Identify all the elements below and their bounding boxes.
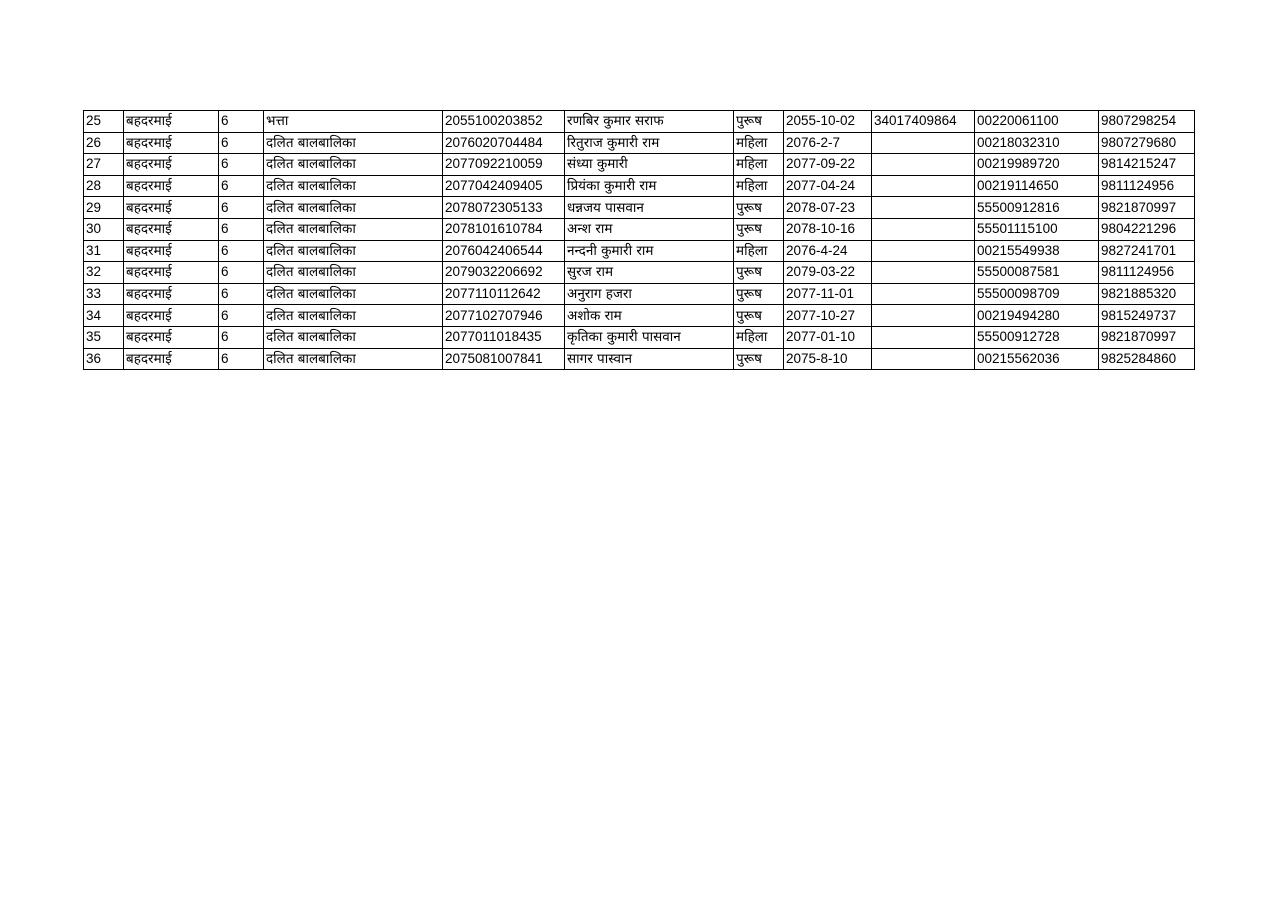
phone-cell: 9821885320 <box>1099 283 1195 305</box>
gender-cell: पुरूष <box>734 262 784 284</box>
account-number-cell: 55500098709 <box>975 283 1099 305</box>
category-cell: दलित बालबालिका <box>264 283 443 305</box>
phone-cell: 9811124956 <box>1099 175 1195 197</box>
municipality-cell: बहदरमाई <box>124 305 219 327</box>
gender-cell: पुरूष <box>734 348 784 370</box>
table-row <box>84 154 1195 176</box>
serial-cell: 25 <box>84 111 124 133</box>
table-row <box>84 132 1195 154</box>
phone-cell: 9807298254 <box>1099 111 1195 133</box>
serial-cell: 33 <box>84 283 124 305</box>
name-cell: सुरज राम <box>565 262 734 284</box>
category-cell: दलित बालबालिका <box>264 154 443 176</box>
id-number-cell: 2075081007841 <box>443 348 565 370</box>
table-row <box>84 305 1195 327</box>
municipality-cell: बहदरमाई <box>124 218 219 240</box>
extra-number-cell <box>872 154 975 176</box>
name-cell: रितुराज कुमारी राम <box>565 132 734 154</box>
phone-cell: 9814215247 <box>1099 154 1195 176</box>
ward-cell: 6 <box>219 132 264 154</box>
table-row <box>84 283 1195 305</box>
table-body <box>84 111 1195 370</box>
account-number-cell: 00218032310 <box>975 132 1099 154</box>
extra-number-cell <box>872 240 975 262</box>
extra-number-cell <box>872 305 975 327</box>
account-number-cell: 00219989720 <box>975 154 1099 176</box>
phone-cell: 9804221296 <box>1099 218 1195 240</box>
date-cell: 2078-10-16 <box>784 218 872 240</box>
account-number-cell: 00219494280 <box>975 305 1099 327</box>
table-row <box>84 326 1195 348</box>
ward-cell: 6 <box>219 283 264 305</box>
category-cell: दलित बालबालिका <box>264 218 443 240</box>
account-number-cell: 55501115100 <box>975 218 1099 240</box>
municipality-cell: बहदरमाई <box>124 175 219 197</box>
extra-number-cell <box>872 175 975 197</box>
extra-number-cell <box>872 262 975 284</box>
id-number-cell: 2055100203852 <box>443 111 565 133</box>
account-number-cell: 00219114650 <box>975 175 1099 197</box>
municipality-cell: बहदरमाई <box>124 154 219 176</box>
id-number-cell: 2078072305133 <box>443 197 565 219</box>
category-cell: दलित बालबालिका <box>264 348 443 370</box>
municipality-cell: बहदरमाई <box>124 240 219 262</box>
serial-cell: 29 <box>84 197 124 219</box>
date-cell: 2077-09-22 <box>784 154 872 176</box>
ward-cell: 6 <box>219 326 264 348</box>
ward-cell: 6 <box>219 197 264 219</box>
account-number-cell: 55500912728 <box>975 326 1099 348</box>
date-cell: 2076-4-24 <box>784 240 872 262</box>
municipality-cell: बहदरमाई <box>124 132 219 154</box>
account-number-cell: 55500087581 <box>975 262 1099 284</box>
phone-cell: 9821870997 <box>1099 326 1195 348</box>
municipality-cell: बहदरमाई <box>124 348 219 370</box>
category-cell: दलित बालबालिका <box>264 326 443 348</box>
table-row <box>84 262 1195 284</box>
records-sheet <box>83 110 1194 370</box>
serial-cell: 31 <box>84 240 124 262</box>
extra-number-cell <box>872 132 975 154</box>
serial-cell: 34 <box>84 305 124 327</box>
municipality-cell: बहदरमाई <box>124 262 219 284</box>
gender-cell: महिला <box>734 175 784 197</box>
table-row <box>84 218 1195 240</box>
gender-cell: पुरूष <box>734 197 784 219</box>
id-number-cell: 2078101610784 <box>443 218 565 240</box>
date-cell: 2077-10-27 <box>784 305 872 327</box>
gender-cell: महिला <box>734 154 784 176</box>
date-cell: 2055-10-02 <box>784 111 872 133</box>
ward-cell: 6 <box>219 154 264 176</box>
date-cell: 2075-8-10 <box>784 348 872 370</box>
name-cell: प्रियंका कुमारी राम <box>565 175 734 197</box>
ward-cell: 6 <box>219 262 264 284</box>
date-cell: 2079-03-22 <box>784 262 872 284</box>
category-cell: दलित बालबालिका <box>264 175 443 197</box>
extra-number-cell <box>872 197 975 219</box>
account-number-cell: 00220061100 <box>975 111 1099 133</box>
account-number-cell: 00215549938 <box>975 240 1099 262</box>
serial-cell: 32 <box>84 262 124 284</box>
name-cell: रणबिर कुमार सराफ <box>565 111 734 133</box>
table-row <box>84 175 1195 197</box>
name-cell: अन्श राम <box>565 218 734 240</box>
name-cell: अशोक राम <box>565 305 734 327</box>
phone-cell: 9827241701 <box>1099 240 1195 262</box>
date-cell: 2077-01-10 <box>784 326 872 348</box>
serial-cell: 28 <box>84 175 124 197</box>
date-cell: 2076-2-7 <box>784 132 872 154</box>
date-cell: 2077-04-24 <box>784 175 872 197</box>
category-cell: दलित बालबालिका <box>264 262 443 284</box>
ward-cell: 6 <box>219 305 264 327</box>
extra-number-cell <box>872 348 975 370</box>
extra-number-cell: 34017409864 <box>872 111 975 133</box>
id-number-cell: 2077042409405 <box>443 175 565 197</box>
id-number-cell: 2076020704484 <box>443 132 565 154</box>
name-cell: कृतिका कुमारी पासवान <box>565 326 734 348</box>
category-cell: दलित बालबालिका <box>264 240 443 262</box>
account-number-cell: 55500912816 <box>975 197 1099 219</box>
ward-cell: 6 <box>219 175 264 197</box>
ward-cell: 6 <box>219 111 264 133</box>
serial-cell: 36 <box>84 348 124 370</box>
date-cell: 2078-07-23 <box>784 197 872 219</box>
gender-cell: पुरूष <box>734 111 784 133</box>
phone-cell: 9815249737 <box>1099 305 1195 327</box>
municipality-cell: बहदरमाई <box>124 111 219 133</box>
extra-number-cell <box>872 283 975 305</box>
gender-cell: महिला <box>734 132 784 154</box>
name-cell: नन्दनी कुमारी राम <box>565 240 734 262</box>
ward-cell: 6 <box>219 348 264 370</box>
category-cell: दलित बालबालिका <box>264 305 443 327</box>
phone-cell: 9807279680 <box>1099 132 1195 154</box>
phone-cell: 9811124956 <box>1099 262 1195 284</box>
id-number-cell: 2079032206692 <box>443 262 565 284</box>
municipality-cell: बहदरमाई <box>124 326 219 348</box>
table-row <box>84 197 1195 219</box>
municipality-cell: बहदरमाई <box>124 283 219 305</box>
id-number-cell: 2076042406544 <box>443 240 565 262</box>
table-row <box>84 111 1195 133</box>
id-number-cell: 2077102707946 <box>443 305 565 327</box>
gender-cell: महिला <box>734 326 784 348</box>
category-cell: दलित बालबालिका <box>264 132 443 154</box>
serial-cell: 26 <box>84 132 124 154</box>
name-cell: सागर पास्वान <box>565 348 734 370</box>
gender-cell: पुरूष <box>734 283 784 305</box>
table-row <box>84 240 1195 262</box>
gender-cell: महिला <box>734 240 784 262</box>
category-cell: भत्ता <box>264 111 443 133</box>
serial-cell: 27 <box>84 154 124 176</box>
name-cell: संध्या कुमारी <box>565 154 734 176</box>
id-number-cell: 2077092210059 <box>443 154 565 176</box>
gender-cell: पुरूष <box>734 218 784 240</box>
name-cell: अनुराग हजरा <box>565 283 734 305</box>
account-number-cell: 00215562036 <box>975 348 1099 370</box>
name-cell: धन्नजय पासवान <box>565 197 734 219</box>
ward-cell: 6 <box>219 218 264 240</box>
beneficiary-table <box>83 110 1195 370</box>
extra-number-cell <box>872 218 975 240</box>
phone-cell: 9825284860 <box>1099 348 1195 370</box>
table-row <box>84 348 1195 370</box>
id-number-cell: 2077110112642 <box>443 283 565 305</box>
serial-cell: 30 <box>84 218 124 240</box>
category-cell: दलित बालबालिका <box>264 197 443 219</box>
ward-cell: 6 <box>219 240 264 262</box>
municipality-cell: बहदरमाई <box>124 197 219 219</box>
phone-cell: 9821870997 <box>1099 197 1195 219</box>
gender-cell: पुरूष <box>734 305 784 327</box>
id-number-cell: 2077011018435 <box>443 326 565 348</box>
date-cell: 2077-11-01 <box>784 283 872 305</box>
extra-number-cell <box>872 326 975 348</box>
serial-cell: 35 <box>84 326 124 348</box>
